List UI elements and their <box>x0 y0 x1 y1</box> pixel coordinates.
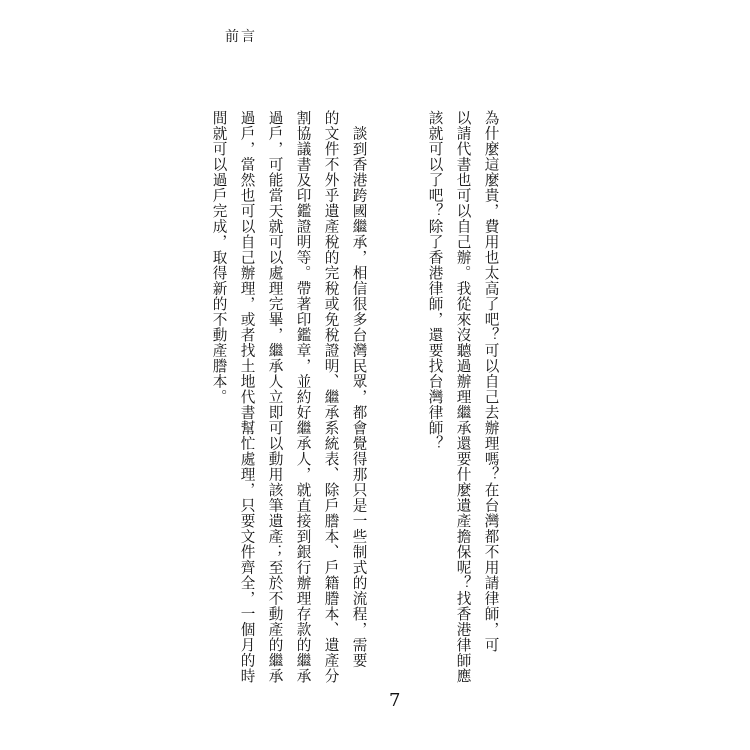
text-column-2: 以請代書也可以自己辦。我從來沒聽過辦理繼承還要什麼遺產擔保呢？找香港律師應 <box>454 110 472 684</box>
text-column-5: 的文件不外乎遺產稅的完稅或免稅證明、繼承系統表、除戶謄本、戶籍謄本、遺產分 <box>322 110 340 684</box>
chapter-header: 前言 <box>225 29 257 45</box>
text-column-4: 談到香港跨國繼承，相信很多台灣民眾，都會覺得那只是一些制式的流程，需要 <box>350 110 368 668</box>
text-column-8: 過戶，當然也可以自己辦理，或者找土地代書幫忙處理，只要文件齊全，一個月的時 <box>238 110 256 684</box>
text-column-3: 該就可以了吧？除了香港律師，還要找台灣律師？ <box>426 110 444 451</box>
text-column-1: 為什麼這麼貴，費用也太高了吧？可以自己去辦理嗎？在台灣都不用請律師，可 <box>482 110 500 653</box>
text-column-9: 間就可以過戶完成，取得新的不動產謄本。 <box>210 110 228 405</box>
page-number: 7 <box>389 690 401 711</box>
text-column-6: 割協議書及印鑑證明等。帶著印鑑章，並約好繼承人，就直接到銀行辦理存款的繼承 <box>294 110 312 684</box>
text-column-7: 過戶，可能當天就可以處理完畢，繼承人立即可以動用該筆遺產；至於不動產的繼承 <box>266 110 284 684</box>
